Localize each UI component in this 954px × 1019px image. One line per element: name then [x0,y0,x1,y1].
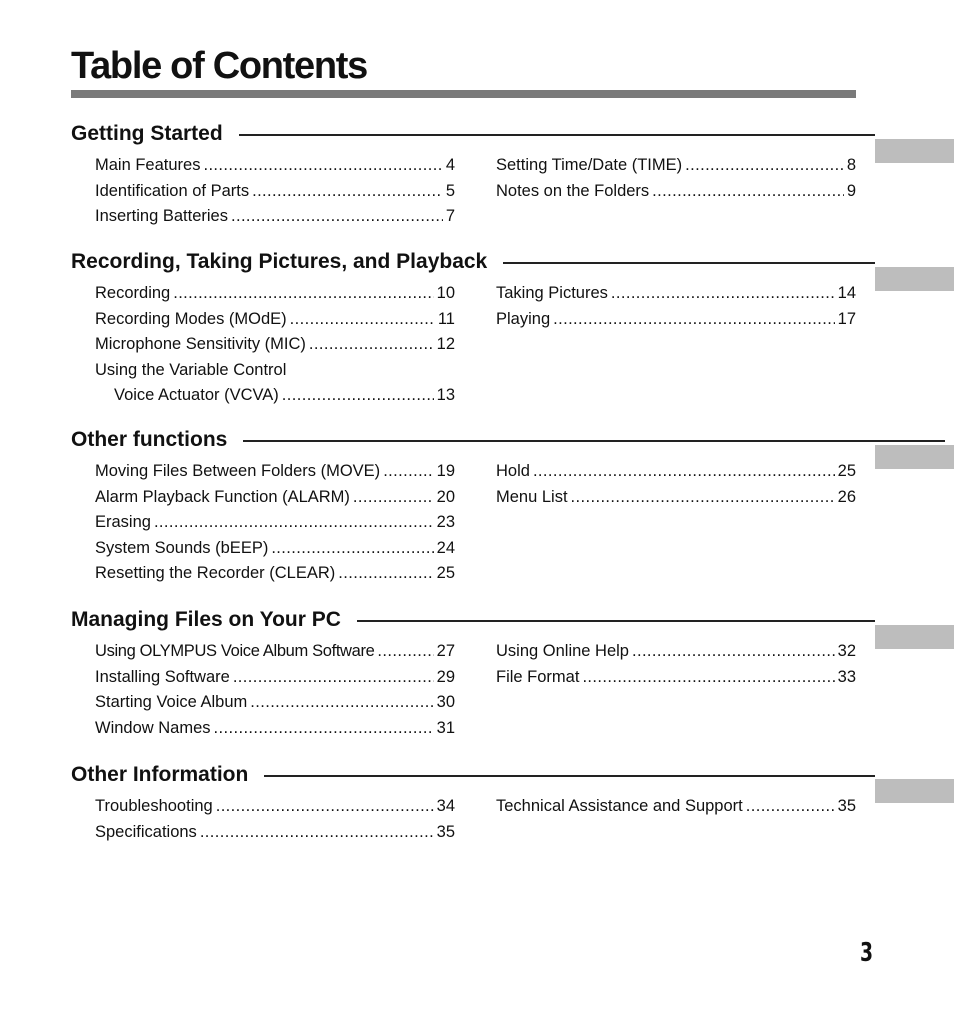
toc-entry[interactable]: Specifications ..... 35 [95,820,455,846]
toc-entry[interactable]: Using OLYMPUS Voice Album Software ..... 27 [95,639,455,665]
page-number: 3 [860,938,874,968]
toc-entry[interactable]: Identification of Parts ..... 5 [95,179,455,205]
section-recording [71,248,856,409]
section-title: Recording, Taking Pictures, and Playback [71,248,503,276]
toc-entry[interactable]: Resetting the Recorder (CLEAR) ..... 25 [95,561,455,587]
title-underline-bar [71,90,856,98]
toc-entry[interactable]: Recording Modes (MOdE) ..... 11 [95,307,455,333]
section-tab-marker [875,779,954,803]
section-getting-started [71,120,856,230]
section-title: Managing Files on Your PC [71,606,357,634]
section-title: Getting Started [71,120,239,148]
toc-entry[interactable]: Taking Pictures ..... 14 [496,281,856,307]
section-title: Other Information [71,761,264,789]
toc-entry[interactable]: Moving Files Between Folders (MOVE) ..... 19 [95,459,455,485]
section-tab-marker [875,139,954,163]
toc-entry[interactable]: Notes on the Folders ..... 9 [496,179,856,205]
toc-entry[interactable]: Setting Time/Date (TIME) ..... 8 [496,153,856,179]
section-managing-files [71,606,856,742]
toc-entry[interactable]: Recording ..... 10 [95,281,455,307]
toc-entry[interactable]: Technical Assistance and Support ..... 35 [496,794,856,820]
toc-entry[interactable]: Voice Actuator (VCVA) ..... 13 [95,383,455,409]
toc-entry[interactable]: Using Online Help ..... 32 [496,639,856,665]
section-tab-marker [875,267,954,291]
toc-entry[interactable]: Main Features ..... 4 [95,153,455,179]
toc-entry[interactable]: Troubleshooting ..... 34 [95,794,455,820]
section-other-functions [71,426,856,587]
section-other-information [71,761,856,846]
toc-entry[interactable]: Alarm Playback Function (ALARM) ..... 20 [95,485,455,511]
toc-entry[interactable]: Playing ..... 17 [496,307,856,333]
toc-entry[interactable]: Hold ..... 25 [496,459,856,485]
toc-entry[interactable]: Window Names ..... 31 [95,716,455,742]
toc-entry[interactable]: Using the Variable Control [95,360,287,379]
page-title: Table of Contents [71,45,367,87]
toc-entry[interactable]: Menu List ..... 26 [496,485,856,511]
toc-entry[interactable]: Inserting Batteries ..... 7 [95,204,455,230]
toc-entry[interactable]: Installing Software ..... 29 [95,665,455,691]
section-title: Other functions [71,426,243,454]
toc-entry[interactable]: System Sounds (bEEP) ..... 24 [95,536,455,562]
section-tab-marker [875,625,954,649]
toc-entry[interactable]: Erasing ..... 23 [95,510,455,536]
section-tab-marker [875,445,954,469]
toc-entry[interactable]: Microphone Sensitivity (MIC) ..... 12 [95,332,455,358]
toc-entry[interactable]: File Format ..... 33 [496,665,856,691]
toc-entry[interactable]: Starting Voice Album ..... 30 [95,690,455,716]
